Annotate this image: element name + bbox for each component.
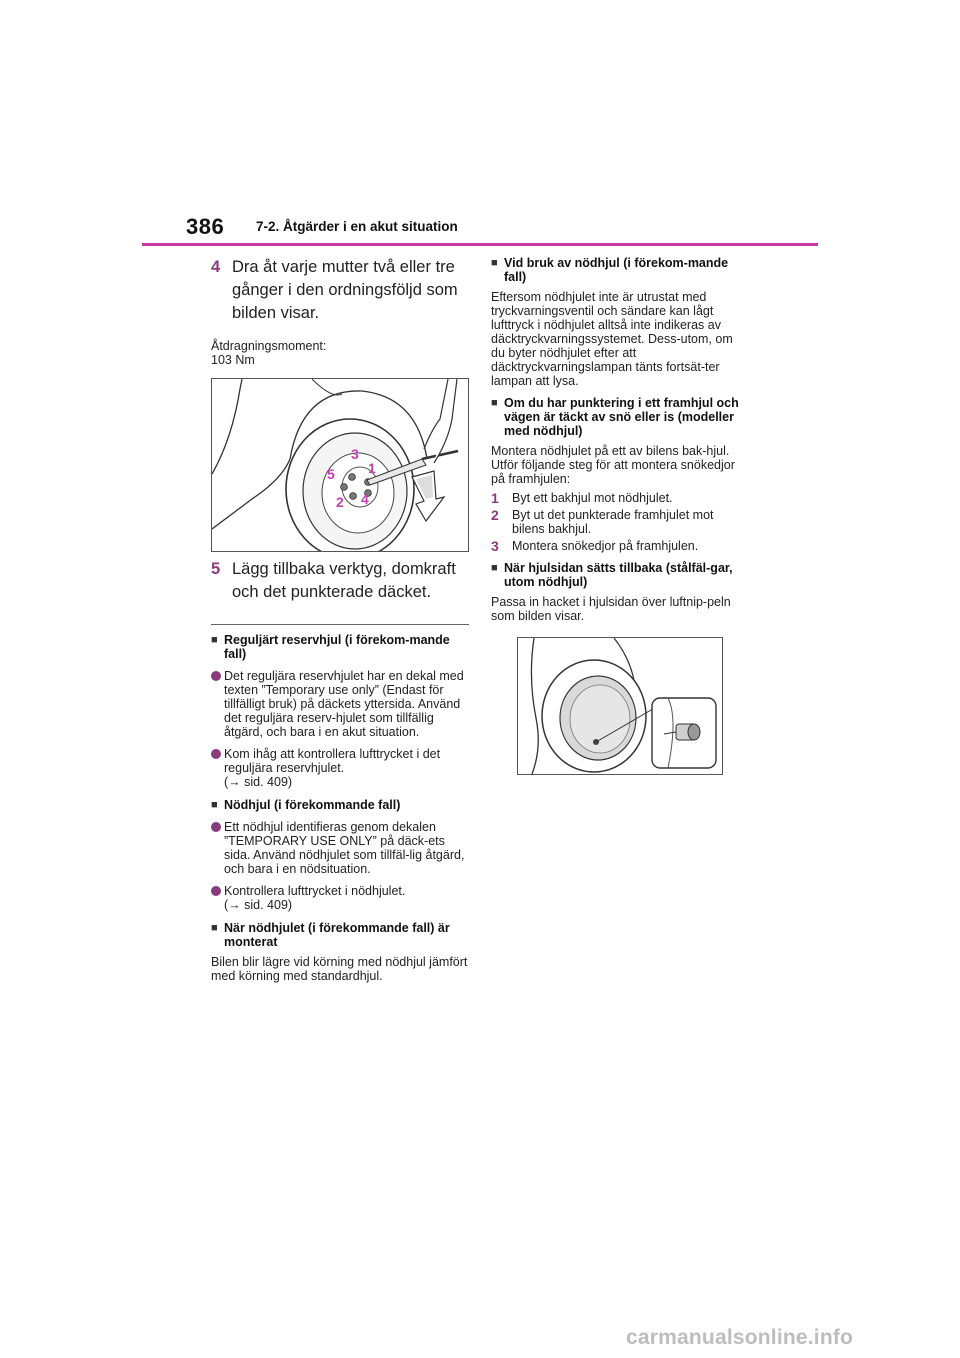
- nut-order-label-3: 3: [351, 446, 359, 462]
- torque-label: Åtdragningsmoment:: [211, 339, 327, 353]
- header-rule: [142, 243, 818, 246]
- subheading-compact-spare: ■ Nödhjul (i förekommande fall): [211, 798, 401, 812]
- square-bullet-icon: ■: [211, 634, 218, 646]
- page-reference-link[interactable]: (→ sid. 409): [224, 898, 293, 912]
- bullet-dot-icon: [211, 747, 224, 789]
- subheading-compact-mounted: ■ När nödhjulet (i förekommande fall) är monterat: [211, 921, 450, 949]
- torque-value: 103 Nm: [211, 353, 255, 367]
- page-reference-link[interactable]: (→ sid. 409): [224, 775, 293, 789]
- list-item: Kontrollera lufttrycket i nödhjulet. (→ sid. 409): [211, 884, 469, 912]
- nut-order-label-1: 1: [368, 460, 376, 476]
- list-item: Kom ihåg att kontrollera lufttrycket i det reguljära reservhjulet. (→ sid. 409): [211, 747, 469, 789]
- numbered-step-3: 3 Montera snökedjor på framhjulen.: [491, 538, 699, 554]
- nut-order-label-4: 4: [361, 491, 369, 507]
- subheading-wheel-cover: ■ När hjulsidan sätts tillbaka (stålfäl-gar, utom nödhjul): [491, 561, 733, 589]
- step-text: Dra åt varje mutter två eller tre gånger i den ordningsföljd som bilden visar.: [232, 258, 458, 322]
- subheading-flat-front-snow: ■ Om du har punktering i ett framhjul och vägen är täckt av snö eller is (modeller med nödhjul): [491, 396, 739, 438]
- step-number: 5: [211, 560, 221, 578]
- square-bullet-icon: ■: [491, 257, 498, 269]
- paragraph: Passa in hacket i hjulsidan över luftnip-peln som bilden visar.: [491, 595, 731, 623]
- wheel-wrench-illustration: [212, 379, 468, 551]
- right-column: [491, 256, 749, 775]
- step-number: 4: [211, 258, 221, 276]
- watermark: carmanualsonline.info: [626, 1326, 854, 1349]
- wheel-cover-illustration: [518, 638, 722, 774]
- bullet-dot-icon: [211, 884, 224, 912]
- list-item: Ett nödhjul identifieras genom dekalen ”TEMPORARY USE ONLY” på däck-ets sida. Använd nödhjulet som tillfäl-lig åtgärd, och bara i en nödsituation.: [211, 820, 469, 876]
- paragraph: Montera nödhjulet på ett av bilens bak-hjul. Utför följande steg för att montera snökedjor på framhjulen:: [491, 444, 735, 486]
- lug-nut-tightening-figure: [211, 378, 469, 552]
- paragraph: Bilen blir lägre vid körning med nödhjul jämfört med körning med standardhjul.: [211, 955, 468, 983]
- square-bullet-icon: ■: [211, 799, 218, 811]
- square-bullet-icon: ■: [491, 562, 498, 574]
- page-number: 386: [186, 214, 225, 239]
- torque-block: [211, 339, 469, 367]
- step-text: Lägg tillbaka verktyg, domkraft och det punkterade däcket.: [232, 560, 456, 601]
- section-title: 7-2. Åtgärder i en akut situation: [256, 219, 458, 234]
- paragraph: Eftersom nödhjulet inte är utrustat med tryckvarningsventil och sändare kan lågt lufttryck i nödhjulet alltså inte indikeras av däcktryckvarningssystemet. Dess-utom, om du byter nödhjulet efter att däcktryckvarningslampan tänts fortsät-ter lampan att lysa.: [491, 290, 733, 388]
- page-header: [0, 0, 960, 250]
- left-column: [211, 256, 469, 983]
- step-4: [211, 256, 469, 325]
- list-item: Det reguljära reservhjulet har en dekal med texten ”Temporary use only” (Endast för tillfälligt bruk) på däckets yttersida. Använd det reguljära reserv-hjulet som tillfällig åtgärd, och bara i en akut situation.: [211, 669, 469, 739]
- numbered-step-1: 1 Byt ett bakhjul mot nödhjulet.: [491, 490, 673, 506]
- nut-order-label-2: 2: [336, 494, 344, 510]
- bullet-dot-icon: [211, 669, 224, 739]
- wheel-cover-valve-figure: [517, 637, 723, 775]
- nut-order-label-5: 5: [327, 466, 335, 482]
- numbered-step-2: 2 Byt ut det punkterade framhjulet mot bilens bakhjul.: [491, 507, 714, 536]
- square-bullet-icon: ■: [211, 922, 218, 934]
- subheading-using-compact-spare: ■ Vid bruk av nödhjul (i förekom-mande fall): [491, 256, 729, 284]
- bullet-dot-icon: [211, 820, 224, 876]
- divider: [211, 624, 469, 625]
- subheading-regular-spare: ■ Reguljärt reservhjul (i förekom-mande fall): [211, 633, 450, 661]
- step-5: [211, 558, 469, 604]
- square-bullet-icon: ■: [491, 397, 498, 409]
